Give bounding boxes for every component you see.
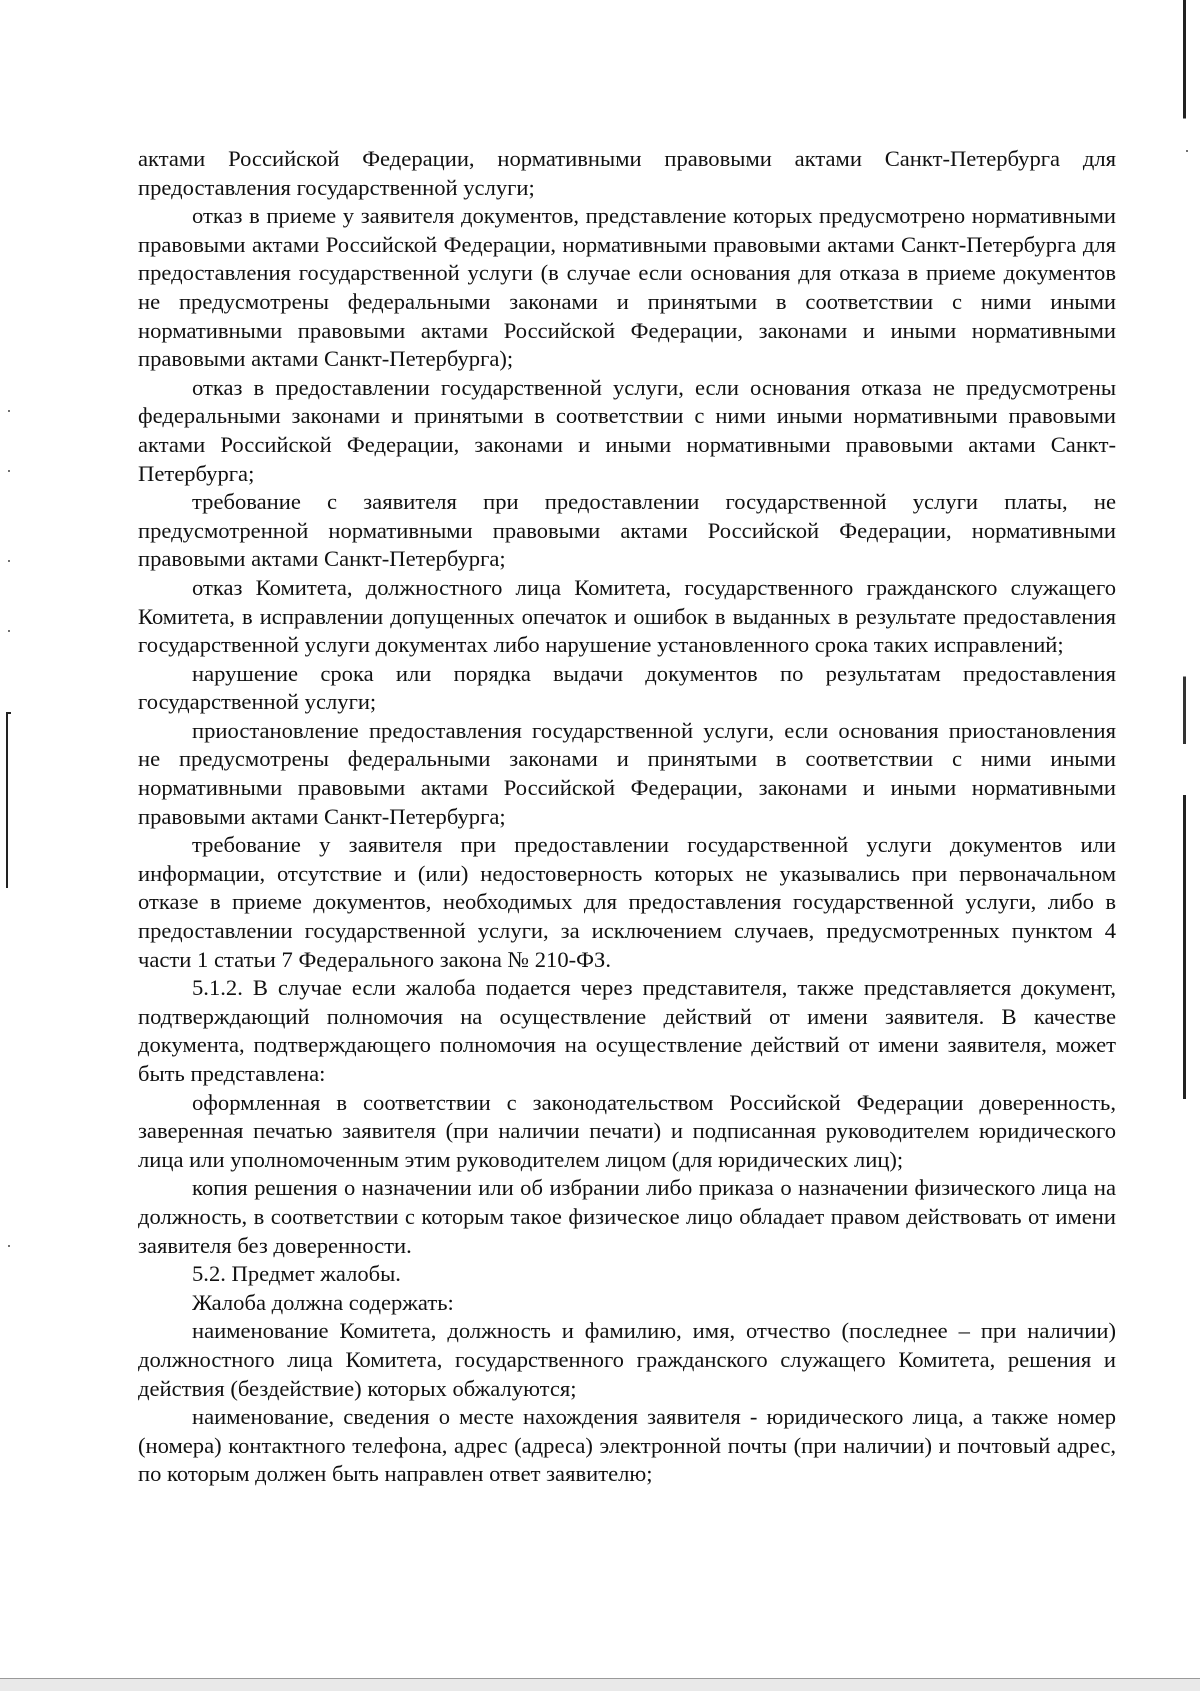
- document-body: [138, 145, 1116, 1489]
- scan-speck: [8, 470, 10, 472]
- paragraph-appointment-copy: копия решения о назначении или об избрании либо приказа о назначении физического лица на должность, в соответствии с которым такое физическое лицо обладает правом действовать от имени заявителя без доверенности.: [138, 1175, 1116, 1258]
- paragraph-deadline-violation: нарушение срока или порядка выдачи документов по результатам предоставления государственной услуги;: [138, 660, 1116, 715]
- paragraph-committee-name: наименование Комитета, должность и фамилию, имя, отчество (последнее – при наличии) должностного лица Комитета, государственного гражданского служащего Комитета, решения и действия (бездействие) которых обжалуются;: [138, 1318, 1116, 1401]
- scan-edge-right: [1183, 0, 1186, 1691]
- paragraph-refusal-corrections: отказ Комитета, должностного лица Комитета, государственного гражданского служащего Комитета, в исправлении допущенных опечаток и ошибок в выданных в результате предоставления государственной услуги документах либо нарушение установленного срока таких исправлений;: [138, 574, 1116, 658]
- paragraph-fee-requirement: требование с заявителя при предоставлении государственной услуги платы, не предусмотренной нормативными правовыми актами Российской Федерации, нормативными правовыми актами Санкт-Петербурга;: [138, 489, 1116, 572]
- scan-speck: [8, 1245, 10, 1247]
- scan-speck: [8, 560, 10, 562]
- paragraph-suspension: приостановление предоставления государственной услуги, если основания приостановления не предусмотрены федеральными законами и принятыми в соответствии с ними иными нормативными правовыми актами Российской Федерации, законами и иными нормативными правовыми актами Санкт-Петербурга;: [138, 717, 1116, 829]
- paragraph-applicant-details: наименование, сведения о месте нахождения заявителя - юридического лица, а также номер (номера) контактного телефона, адрес (адреса) электронной почты (при наличии) и почтовый адрес, по которым должен быть направлен ответ заявителю;: [138, 1404, 1116, 1487]
- paragraph-power-of-attorney: оформленная в соответствии с законодательством Российской Федерации доверенность, заверенная печатью заявителя (при наличии печати) и подписанная руководителем юридического лица или уполномоченным этим руководителем лицом (для юридических лиц);: [138, 1089, 1116, 1172]
- paragraph-refusal-service: отказ в предоставлении государственной услуги, если основания отказа не предусмотрены федеральными законами и принятыми в соответствии с ними иными нормативными правовыми актами Российской Федерации, законами и иными нормативными правовыми актами Санкт-Петербурга;: [138, 374, 1116, 486]
- scan-speck: [8, 410, 10, 412]
- scan-bottom-band: [0, 1678, 1200, 1691]
- paragraph-refusal-documents: отказ в приеме у заявителя документов, представление которых предусмотрено нормативными правовыми актами Российской Федерации, нормативными правовыми актами Санкт-Петербурга для предоставления государственной услуги (в случае если основания для отказа в приеме документов не предусмотрены федеральными законами и принятыми в соответствии с ними иными нормативными правовыми актами Российской Федерации, законами и иными нормативными правовыми актами Санкт-Петербурга);: [138, 203, 1116, 372]
- paragraph-continuation: актами Российской Федерации, нормативными правовыми актами Санкт-Петербурга для предоставления государственной услуги;: [138, 146, 1116, 200]
- section-heading-5-2: 5.2. Предмет жалобы.: [192, 1261, 401, 1287]
- paragraph-document-requirement: требование у заявителя при предоставлении государственной услуги документов или информации, отсутствие и (или) недостоверность которых не указывались при первоначальном отказе в приеме документов, необходимых для предоставления государственной услуги, либо в предоставлении государственной услуги, за исключением случаев, предусмотренных пунктом 4 части 1 статьи 7 Федерального закона № 210-ФЗ.: [138, 832, 1116, 972]
- paragraph-section-5-1-2: 5.1.2. В случае если жалоба подается через представителя, также представляется документ, подтверждающий полномочия на осуществление действий от имени заявителя. В качестве документа, подтверждающего полномочия на осуществление действий от имени заявителя, может быть представлена:: [138, 975, 1116, 1086]
- scan-edge-left: [6, 712, 8, 888]
- paragraph-complaint-contents-intro: Жалоба должна содержать:: [192, 1289, 454, 1315]
- scan-speck: [1186, 150, 1188, 152]
- scan-edge-left-tick: [6, 712, 11, 714]
- scan-speck: [8, 630, 10, 632]
